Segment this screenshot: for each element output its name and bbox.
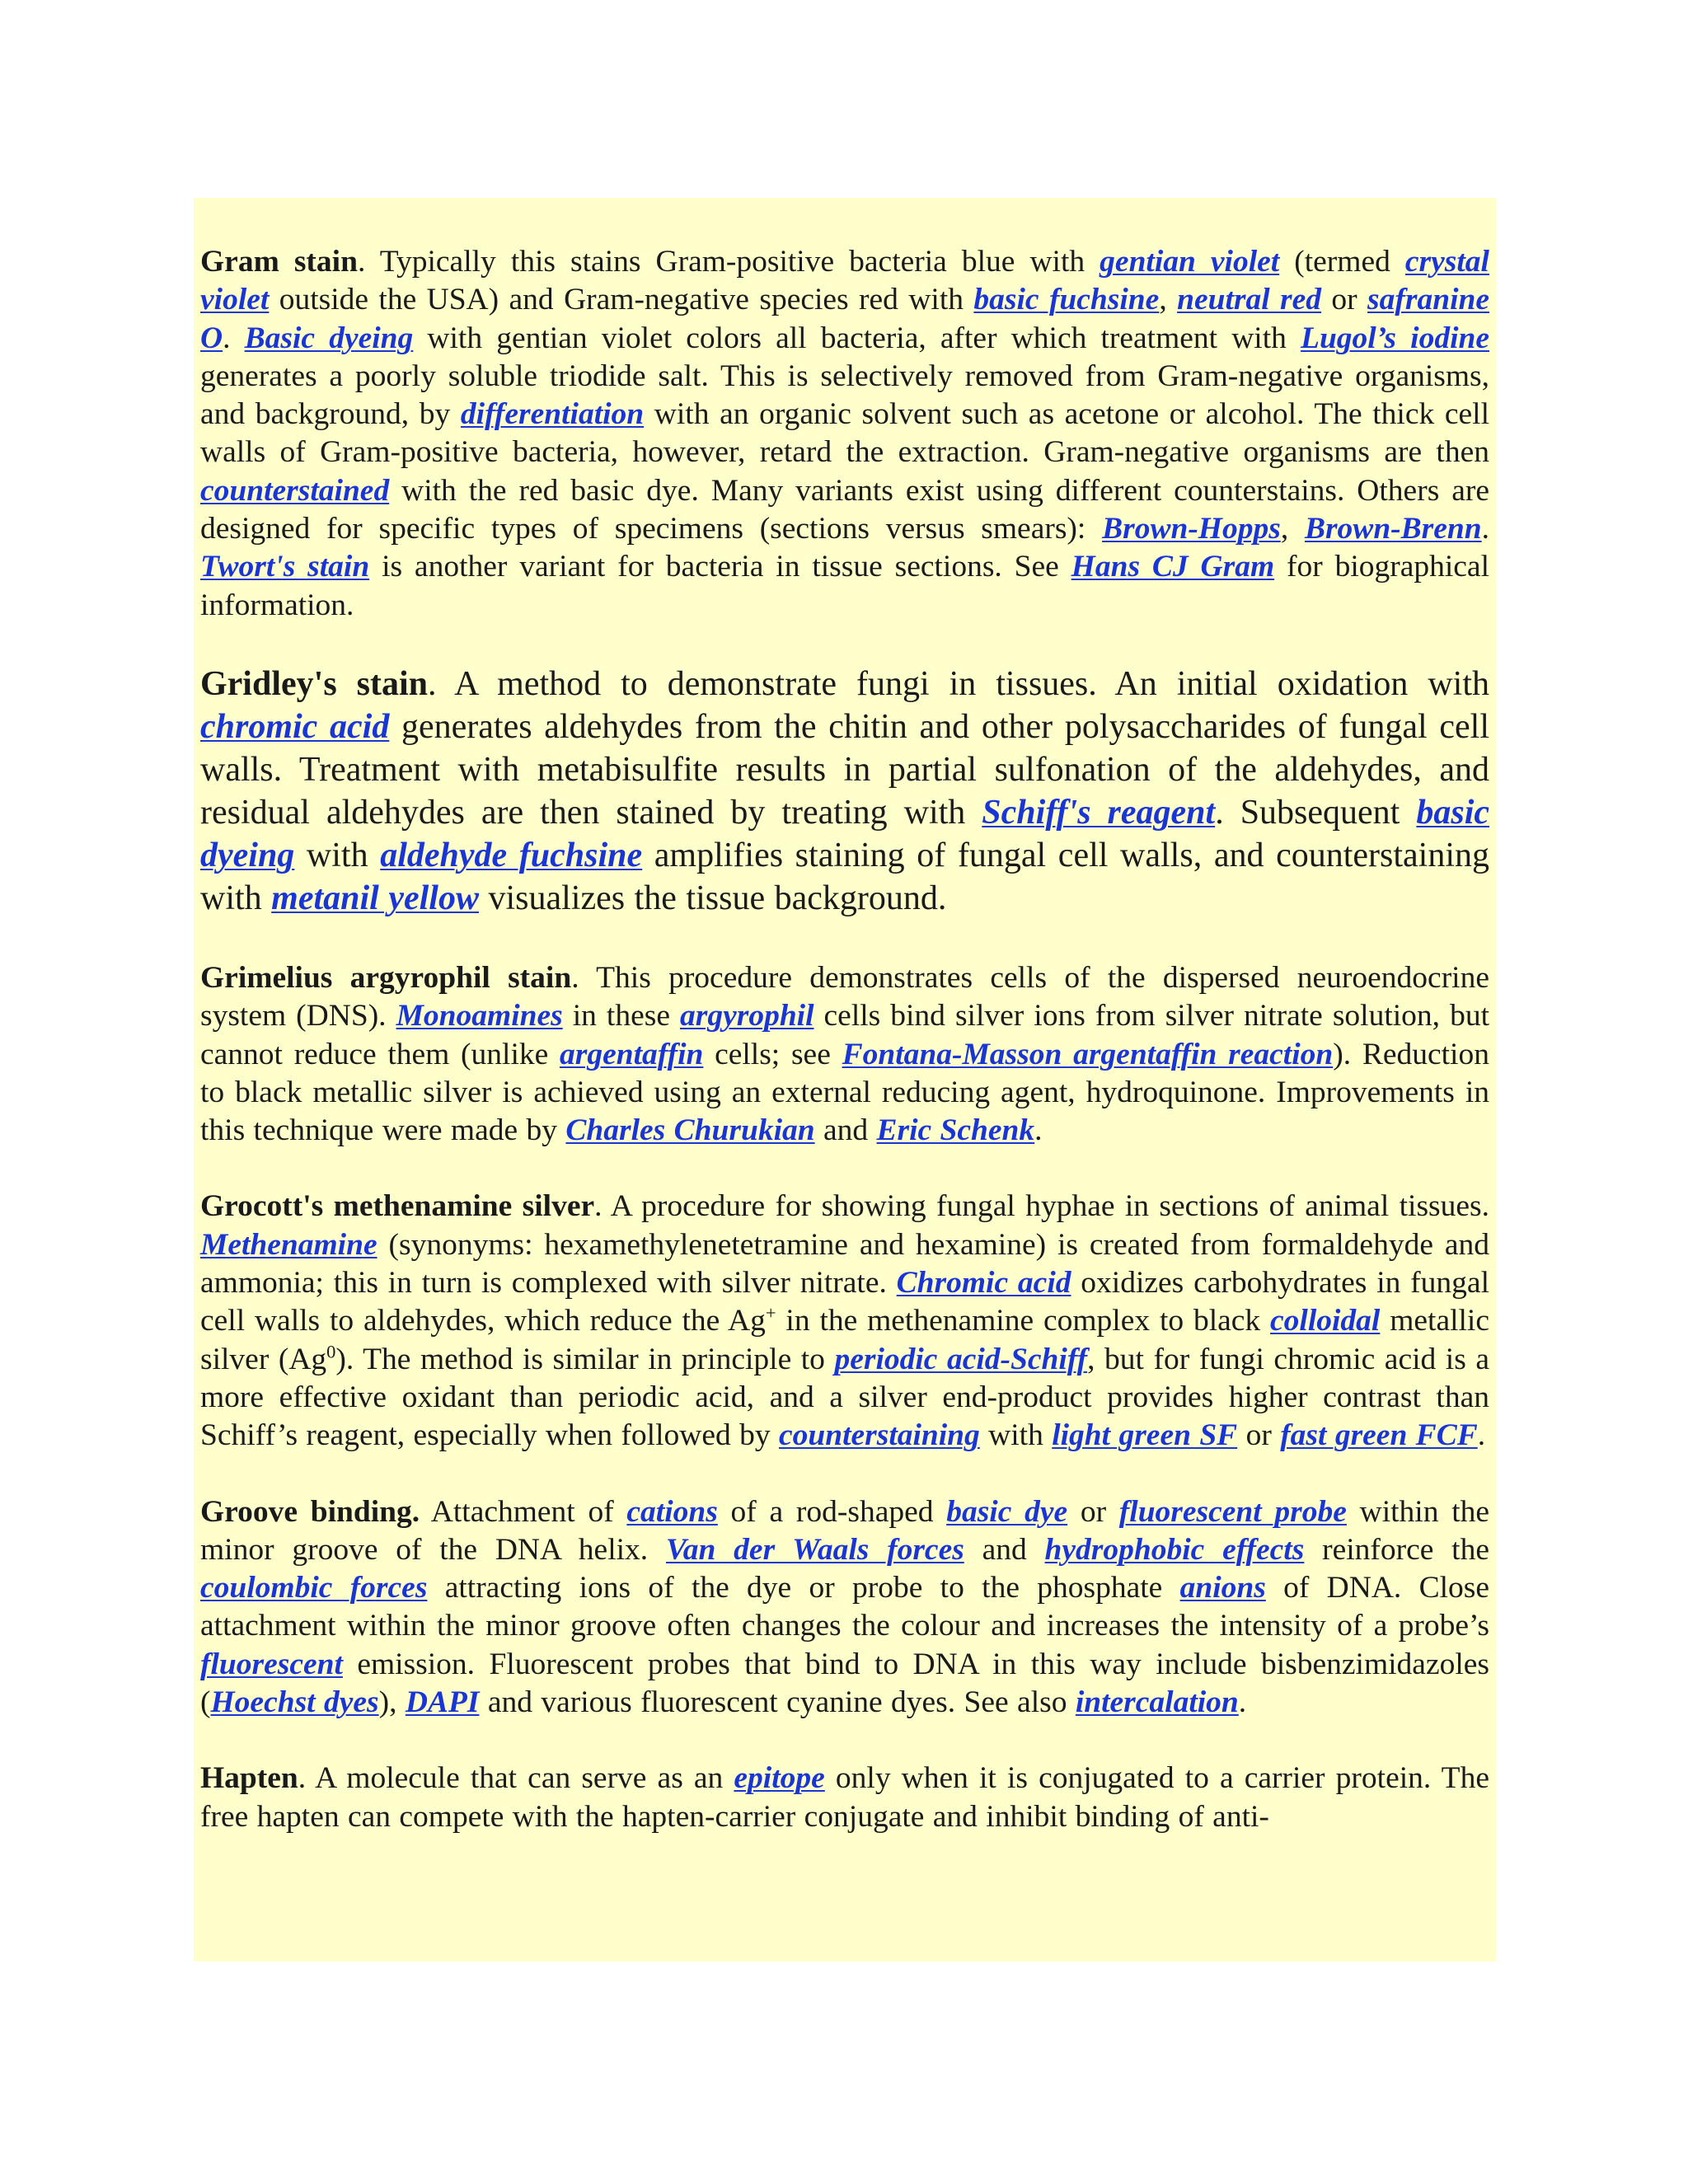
entry-term: Gridley's stain [200, 664, 428, 703]
entry-text: with an organic solvent such as acetone or alcohol. The thick cell walls of Gram-positive bacteria, however, retard the extraction. Gram-negative organisms are then [200, 397, 1489, 470]
entry-text: . [1034, 1113, 1043, 1148]
glossary-entry [200, 1188, 1489, 1455]
link-basic-dyeing[interactable]: Basic dyeing [244, 321, 414, 355]
entry-text: with the red basic dye. Many variants exist using different counterstains. Others are designed for specific types of specimens (sections versus smears): [200, 473, 1489, 546]
entry-term: Gram stain [200, 245, 358, 279]
entry-text: in these [562, 999, 680, 1033]
link-brown-brenn[interactable]: Brown-Brenn [1304, 512, 1482, 546]
entry-text: is another variant for bacteria in tissue sections. See [369, 550, 1071, 584]
link-tworts-stain[interactable]: Twort's stain [200, 550, 370, 584]
entry-term: Groove binding. [200, 1494, 420, 1529]
entry-text: , [1159, 283, 1178, 317]
entry-text: , [1280, 512, 1305, 546]
link-van-der-waals-forces[interactable]: Van der Waals forces [665, 1532, 964, 1567]
link-aldehyde-fuchsine[interactable]: aldehyde fuchsine [380, 836, 643, 874]
entry-text: and various fluorescent cyanine dyes. See also [479, 1685, 1076, 1720]
entry-text: . A molecule that can serve as an [298, 1761, 734, 1796]
glossary-entry [200, 243, 1489, 625]
link-cations[interactable]: cations [626, 1494, 718, 1529]
entry-text: of a rod-shaped [717, 1494, 947, 1529]
entry-text: ), [378, 1685, 406, 1720]
link-neutral-red[interactable]: neutral red [1177, 283, 1322, 317]
superscript: + [765, 1302, 776, 1324]
superscript: 0 [326, 1341, 336, 1362]
link-hoechst-dyes[interactable]: Hoechst dyes [210, 1685, 379, 1720]
entry-term: Grimelius argyrophil stain [200, 960, 572, 995]
link-basic-fuchsine[interactable]: basic fuchsine [973, 283, 1160, 317]
link-chromic-acid[interactable]: chromic acid [200, 707, 390, 746]
link-fluorescent-probe[interactable]: fluorescent probe [1118, 1494, 1347, 1529]
link-counterstained[interactable]: counterstained [200, 473, 390, 508]
link-periodic-acid-schiff[interactable]: periodic acid-Schiff [834, 1342, 1088, 1376]
entry-text: . Subsequent [1215, 793, 1417, 832]
entry-text: or [1321, 283, 1368, 317]
entry-text: outside the USA) and Gram-negative species red with [269, 283, 974, 317]
entry-text: (synonyms: hexamethylenetetramine and hexamine) is created from formaldehyde and ammonia; this in turn is complexed with silver nitrate. [200, 1227, 1489, 1301]
entry-text: reinforce the [1304, 1532, 1489, 1567]
link-eric-schenk[interactable]: Eric Schenk [876, 1113, 1035, 1148]
entry-text: . A method to demonstrate fungi in tissues. An initial oxidation with [428, 664, 1489, 703]
link-lugols-iodine[interactable]: Lugol’s iodine [1301, 321, 1490, 355]
entry-text: and [964, 1532, 1045, 1567]
entry-text: ). The method is similar in principle to [335, 1342, 835, 1376]
link-gentian-violet[interactable]: gentian violet [1100, 245, 1280, 279]
link-crystal-violet[interactable]: crystal violet [200, 245, 1489, 317]
glossary-entry [200, 1493, 1489, 1722]
link-methenamine[interactable]: Methenamine [200, 1227, 377, 1262]
link-metanil-yellow[interactable]: metanil yellow [271, 879, 479, 917]
link-argentaffin[interactable]: argentaffin [560, 1037, 704, 1071]
link-basic-dyeing-2[interactable]: basic dyeing [200, 793, 1489, 874]
link-basic-dye[interactable]: basic dye [946, 1494, 1068, 1529]
link-differentiation[interactable]: differentiation [460, 397, 645, 432]
entry-text: Attachment of [420, 1494, 627, 1529]
link-anions[interactable]: anions [1179, 1571, 1266, 1605]
link-fontana-masson[interactable]: Fontana-Masson argentaffin reaction [842, 1037, 1334, 1071]
entry-text: oxidizes carbohydrates in fungal cell walls to aldehydes, which reduce the Ag [200, 1266, 1489, 1338]
link-dapi[interactable]: DAPI [405, 1685, 480, 1720]
link-intercalation[interactable]: intercalation [1075, 1685, 1239, 1720]
entry-text: of DNA. Close attachment within the minor groove often changes the colour and increases the intensity of a probe’s [200, 1571, 1489, 1643]
entry-text: attracting ions of the dye or probe to the phosphate [427, 1571, 1180, 1605]
link-charles-churukian[interactable]: Charles Churukian [565, 1113, 815, 1148]
entry-text: cells; see [703, 1037, 842, 1071]
entry-text: for biographical information. [200, 550, 1489, 622]
entry-text: with [294, 836, 381, 874]
glossary-entry [200, 1760, 1489, 1836]
entry-text: . [1477, 1418, 1486, 1453]
link-brown-hopps[interactable]: Brown-Hopps [1102, 512, 1281, 546]
link-schiffs-reagent[interactable]: Schiff's reagent [982, 793, 1216, 832]
entry-text: metallic silver (Ag [200, 1304, 1489, 1376]
link-coulombic-forces[interactable]: coulombic forces [200, 1571, 428, 1605]
link-epitope[interactable]: epitope [734, 1761, 825, 1796]
entry-text: . A procedure for showing fungal hyphae in sections of animal tissues. [594, 1189, 1489, 1224]
entry-text: cells bind silver ions from silver nitrate solution, but cannot reduce them (unlike [200, 999, 1489, 1071]
entry-text: visualizes the tissue background. [478, 879, 947, 917]
entry-text: in the methenamine complex to black [776, 1304, 1271, 1338]
entry-text: within the minor groove of the DNA helix. [200, 1494, 1490, 1567]
glossary-content-area [194, 198, 1496, 1961]
link-colloidal[interactable]: colloidal [1270, 1304, 1381, 1338]
link-monoamines[interactable]: Monoamines [396, 999, 563, 1033]
entry-term: Grocott's methenamine silver [200, 1189, 595, 1224]
entry-text: only when it is conjugated to a carrier protein. The free hapten can compete with the hapten-carrier conjugate and inhibit binding of anti- [200, 1761, 1489, 1834]
entry-text: with gentian violet colors all bacteria, after which treatment with [413, 321, 1301, 355]
glossary-entry [200, 663, 1489, 920]
entry-text: ). Reduction to black metallic silver is achieved using an external reducing agent, hydroquinone. Improvements in this technique were made by [200, 1037, 1489, 1148]
link-light-green-sf[interactable]: light green SF [1052, 1418, 1238, 1453]
link-safranine-o[interactable]: safranine O [200, 283, 1489, 355]
link-counterstaining[interactable]: counterstaining [778, 1418, 980, 1453]
entry-text: amplifies staining of fungal cell walls, and counterstaining with [200, 836, 1490, 917]
entry-text: (termed [1279, 245, 1405, 279]
link-fluorescent[interactable]: fluorescent [200, 1647, 343, 1681]
entry-text: or [1237, 1418, 1281, 1453]
entry-text: emission. Fluorescent probes that bind to DNA in this way include bisbenzimidazoles ( [200, 1647, 1489, 1720]
glossary-entry [200, 959, 1489, 1150]
entry-text: with [979, 1418, 1053, 1453]
link-argyrophil[interactable]: argyrophil [679, 999, 814, 1033]
entry-text: . This procedure demonstrates cells of the dispersed neuroendocrine system (DNS). [200, 960, 1489, 1033]
entry-text: . Typically this stains Gram-positive bacteria blue with [357, 245, 1100, 279]
entry-text: . [223, 321, 245, 355]
entry-text: , but for fungi chromic acid is a more effective oxidant than periodic acid, and a silver end-product provides higher contrast than Schiff’s reagent, especially when followed by [200, 1342, 1489, 1453]
entry-text: . [1481, 512, 1490, 546]
link-hydrophobic-effects[interactable]: hydrophobic effects [1044, 1532, 1305, 1567]
link-fast-green-fcf[interactable]: fast green FCF [1280, 1418, 1478, 1453]
link-chromic-acid-2[interactable]: Chromic acid [896, 1266, 1071, 1301]
entry-text: and [814, 1113, 877, 1148]
entry-term: Hapten [200, 1761, 298, 1796]
link-hans-cj-gram[interactable]: Hans CJ Gram [1071, 550, 1275, 584]
entry-text: generates a poorly soluble triodide salt. This is selectively removed from Gram-negative organisms, and background, by [200, 359, 1489, 432]
entry-text: or [1067, 1494, 1119, 1529]
entry-text: . [1238, 1685, 1247, 1720]
entry-text: generates aldehydes from the chitin and other polysaccharides of fungal cell walls. Treatment with metabisulfite results in partial sulfonation of the aldehydes, and residual aldehydes are then stained by treating with [200, 707, 1490, 832]
